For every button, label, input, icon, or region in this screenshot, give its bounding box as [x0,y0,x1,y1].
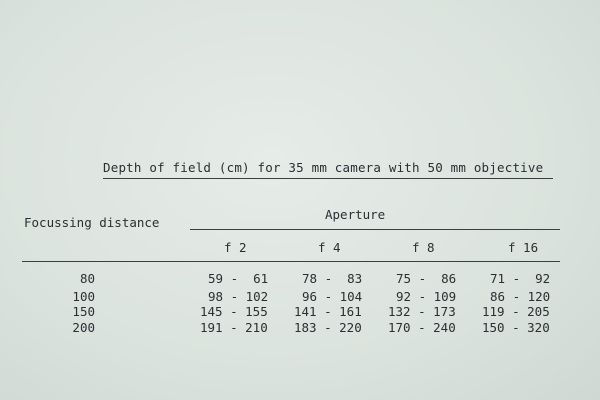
table-title: Depth of field (cm) for 35 mm camera with 50 mm objective [103,160,544,175]
depth-of-field-cell: 170 - 240 [388,320,456,335]
title-underline [103,178,553,179]
depth-of-field-cell: 75 - 86 [396,271,457,286]
depth-of-field-cell: 98 - 102 [208,289,269,304]
focus-distance-cell: 150 [72,304,95,319]
aperture-header: f 16 [508,240,539,255]
aperture-header: f 2 [224,240,247,255]
depth-of-field-cell: 191 - 210 [200,320,268,335]
depth-of-field-cell: 145 - 155 [200,304,268,319]
depth-of-field-cell: 59 - 61 [208,271,269,286]
focus-distance-cell: 100 [72,289,95,304]
focus-distance-cell: 80 [79,271,95,286]
depth-of-field-cell: 141 - 161 [294,304,362,319]
focus-distance-cell: 200 [72,320,95,335]
header-rule [22,261,560,262]
row-header-label: Focussing distance [24,215,160,230]
depth-of-field-cell: 92 - 109 [396,289,457,304]
aperture-header: f 8 [412,240,435,255]
depth-of-field-cell: 71 - 92 [490,271,551,286]
depth-of-field-cell: 86 - 120 [490,289,551,304]
depth-of-field-cell: 183 - 220 [294,320,362,335]
depth-of-field-cell: 132 - 173 [388,304,456,319]
depth-of-field-cell: 78 - 83 [302,271,363,286]
depth-of-field-cell: 119 - 205 [482,304,550,319]
aperture-header: f 4 [318,240,341,255]
column-group-label: Aperture [325,207,386,222]
aperture-rule [190,229,560,230]
depth-of-field-cell: 150 - 320 [482,320,550,335]
depth-of-field-cell: 96 - 104 [302,289,363,304]
